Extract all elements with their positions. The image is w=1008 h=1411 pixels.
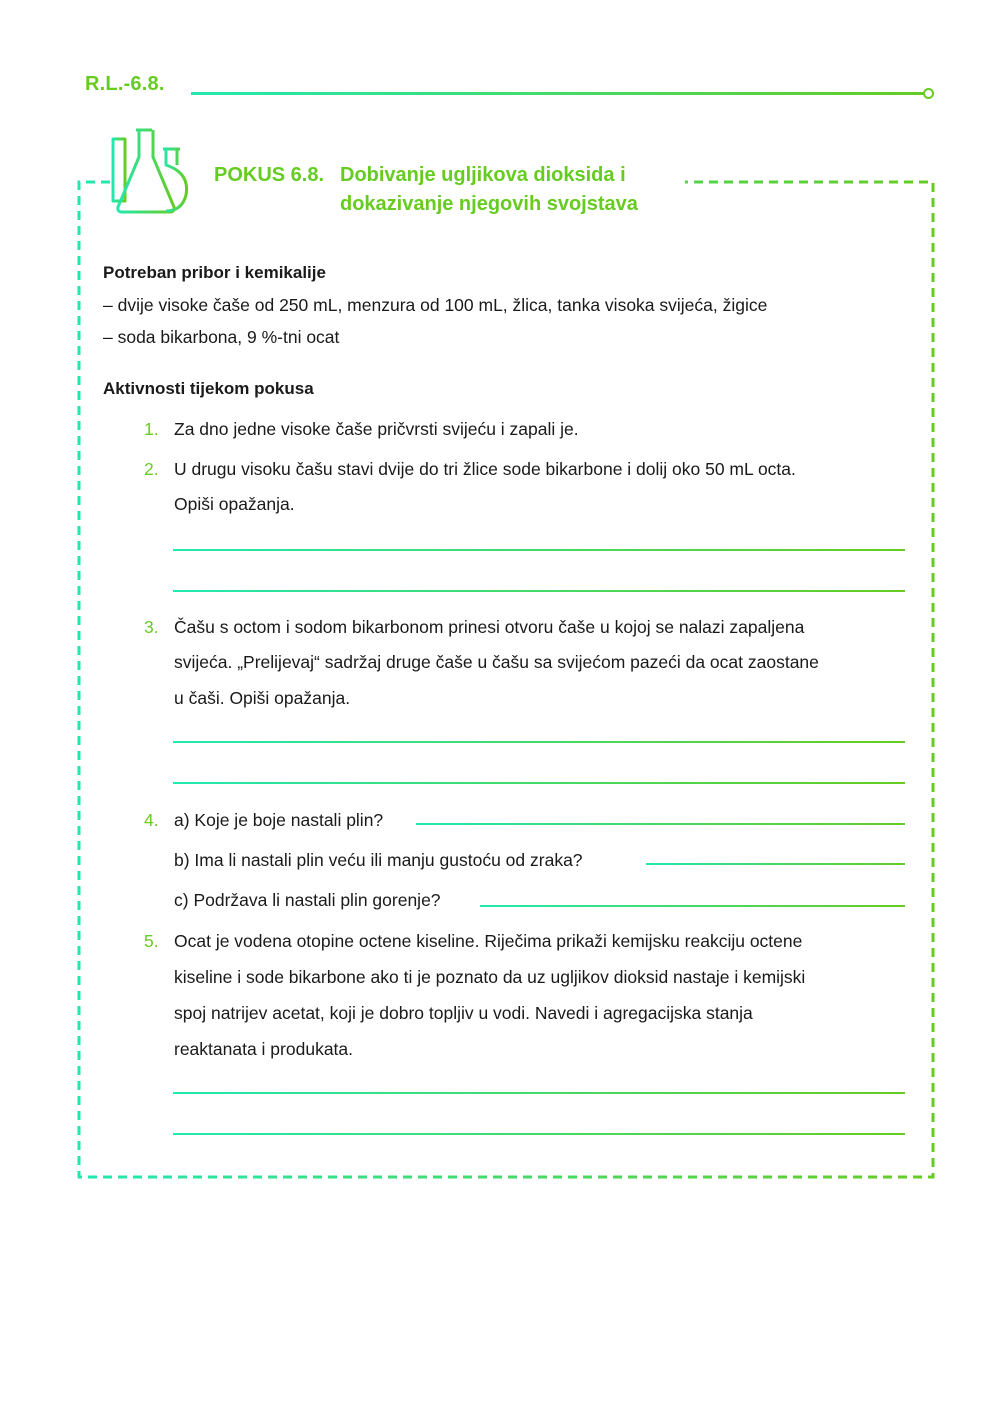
materials-heading: Potreban pribor i kemikalije [103, 263, 326, 282]
flask-icon [108, 127, 200, 217]
step-text: Čašu s octom i sodom bikarbonom prinesi otvoru čaše u kojoj se nalazi zapaljena [174, 617, 805, 637]
activities-heading: Aktivnosti tijekom pokusa [103, 379, 314, 398]
answer-line[interactable] [480, 905, 905, 907]
answer-line[interactable] [173, 1092, 905, 1094]
experiment-label: POKUS 6.8. [214, 164, 325, 186]
answer-line[interactable] [173, 1133, 905, 1135]
step-text: Opiši opažanja. [174, 494, 295, 514]
step-text: Za dno jedne visoke čaše pričvrsti svijeću i zapali je. [174, 419, 579, 439]
step-number: 1. [144, 419, 159, 439]
step-text: U drugu visoku čašu stavi dvije do tri žlice sode bikarbone i dolij oko 50 mL octa. [174, 459, 796, 479]
worksheet-code: R.L.-6.8. [85, 73, 165, 95]
step-text: Ocat je vodena otopine octene kiseline. Riječima prikaži kemijsku reakciju octene [174, 931, 803, 951]
step-number: 2. [144, 459, 159, 479]
answer-line[interactable] [173, 590, 905, 592]
step-text: b) Ima li nastali plin veću ili manju gustoću od zraka? [174, 850, 583, 870]
answer-line[interactable] [173, 782, 905, 784]
answer-line[interactable] [173, 549, 905, 551]
step-text: a) Koje je boje nastali plin? [174, 810, 384, 830]
step-text: c) Podržava li nastali plin gorenje? [174, 890, 441, 910]
step-text: u čaši. Opiši opažanja. [174, 688, 351, 708]
materials-item: – soda bikarbona, 9 %-tni ocat [103, 327, 340, 347]
answer-line[interactable] [416, 823, 905, 825]
answer-line[interactable] [646, 863, 905, 865]
step-number: 4. [144, 810, 159, 830]
step-text: spoj natrijev acetat, koji je dobro topljiv u vodi. Navedi i agregacijska stanja [174, 1003, 753, 1023]
step-text: svijeća. „Prelijevaj“ sadržaj druge čaše u čašu sa svijećom pazeći da ocat zaostane [174, 652, 819, 672]
materials-item: – dvije visoke čaše od 250 mL, menzura od 100 mL, žlica, tanka visoka svijeća, žigice [103, 295, 768, 315]
step-text: kiseline i sode bikarbone ako ti je poznato da uz ugljikov dioksid nastaje i kemijski [174, 967, 806, 987]
step-number: 5. [144, 931, 159, 951]
answer-line[interactable] [173, 741, 905, 743]
experiment-title-line1: Dobivanje ugljikova dioksida i [340, 164, 626, 186]
experiment-title-line2: dokazivanje njegovih svojstava [340, 193, 638, 215]
step-text: reaktanata i produkata. [174, 1039, 354, 1059]
step-number: 3. [144, 617, 159, 637]
